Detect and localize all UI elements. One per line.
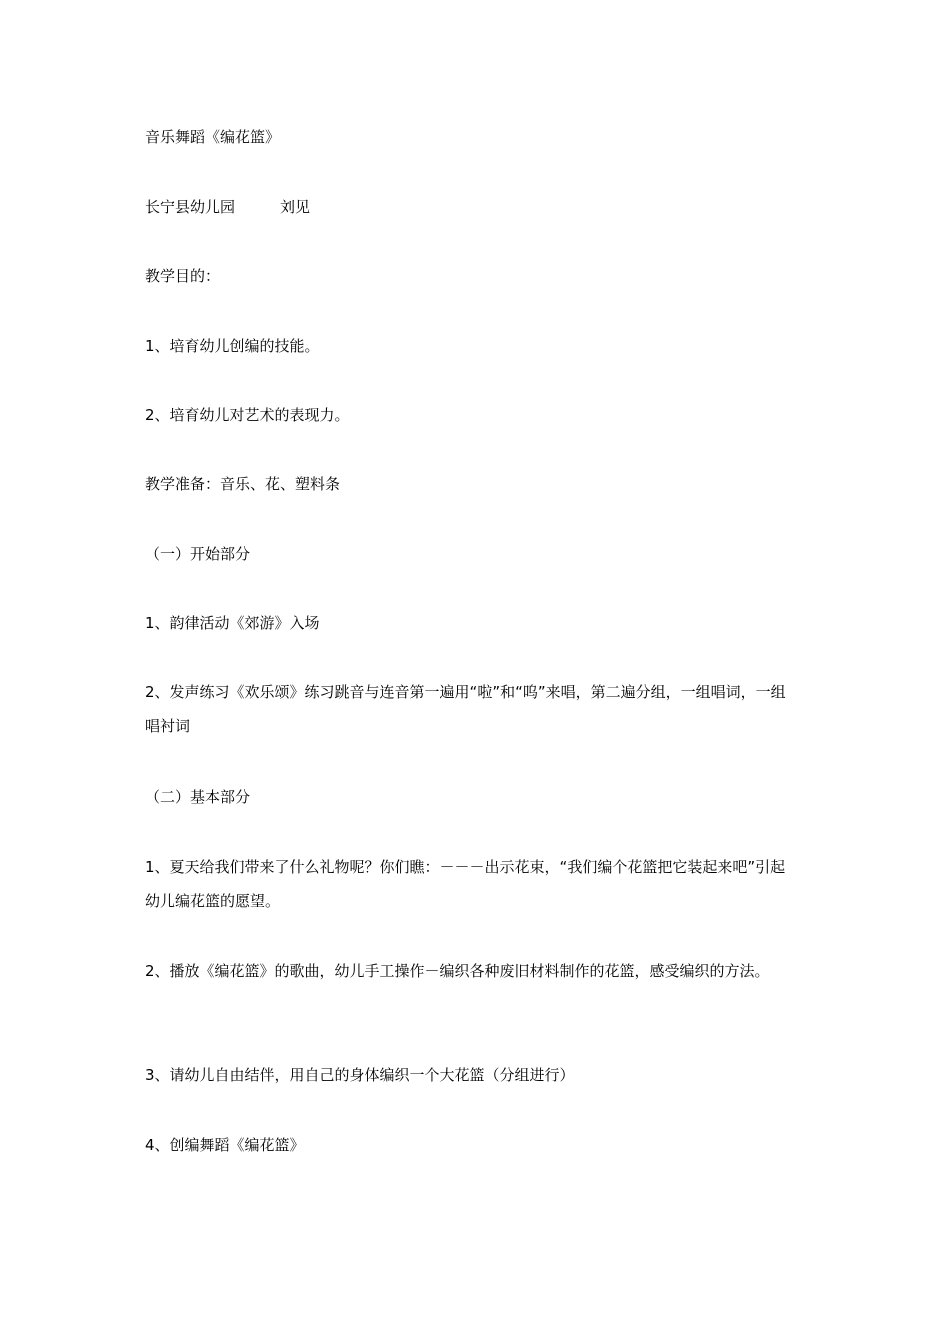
- section-item: 2、播放《编花篮》的歌曲，幼儿手工操作－编织各种废旧材料制作的花篮，感受编织的方法。: [145, 962, 770, 980]
- section-item: 3、请幼儿自由结伴，用自己的身体编织一个大花篮（分组进行）: [145, 1066, 575, 1084]
- section-item: 2、发声练习《欢乐颂》练习跳音与连音第一遍用“啦”和“呜”来唱，第二遍分组，一组唱词，一组唱衬词: [145, 683, 786, 735]
- section-heading: （一）开始部分: [145, 545, 251, 563]
- section-item: 4、创编舞蹈《编花篮》: [145, 1136, 305, 1154]
- author-line: 长宁县幼儿园 刘见: [145, 198, 311, 216]
- section-item: 1、韵律活动《郊游》入场: [145, 614, 320, 632]
- objectives-heading: 教学目的：: [145, 267, 221, 285]
- objective-item: 2、培育幼儿对艺术的表现力。: [145, 406, 350, 424]
- section-item: 1、夏天给我们带来了什么礼物呢？你们瞧：－－－出示花束，“我们编个花篮把它装起来吧”引起幼儿编花篮的愿望。: [145, 858, 786, 910]
- objective-item: 1、培育幼儿创编的技能。: [145, 337, 320, 355]
- section-heading: （二）基本部分: [145, 788, 251, 806]
- preparation-line: 教学准备：音乐、花、塑料条: [145, 475, 341, 493]
- document-title: 音乐舞蹈《编花篮》: [145, 128, 281, 146]
